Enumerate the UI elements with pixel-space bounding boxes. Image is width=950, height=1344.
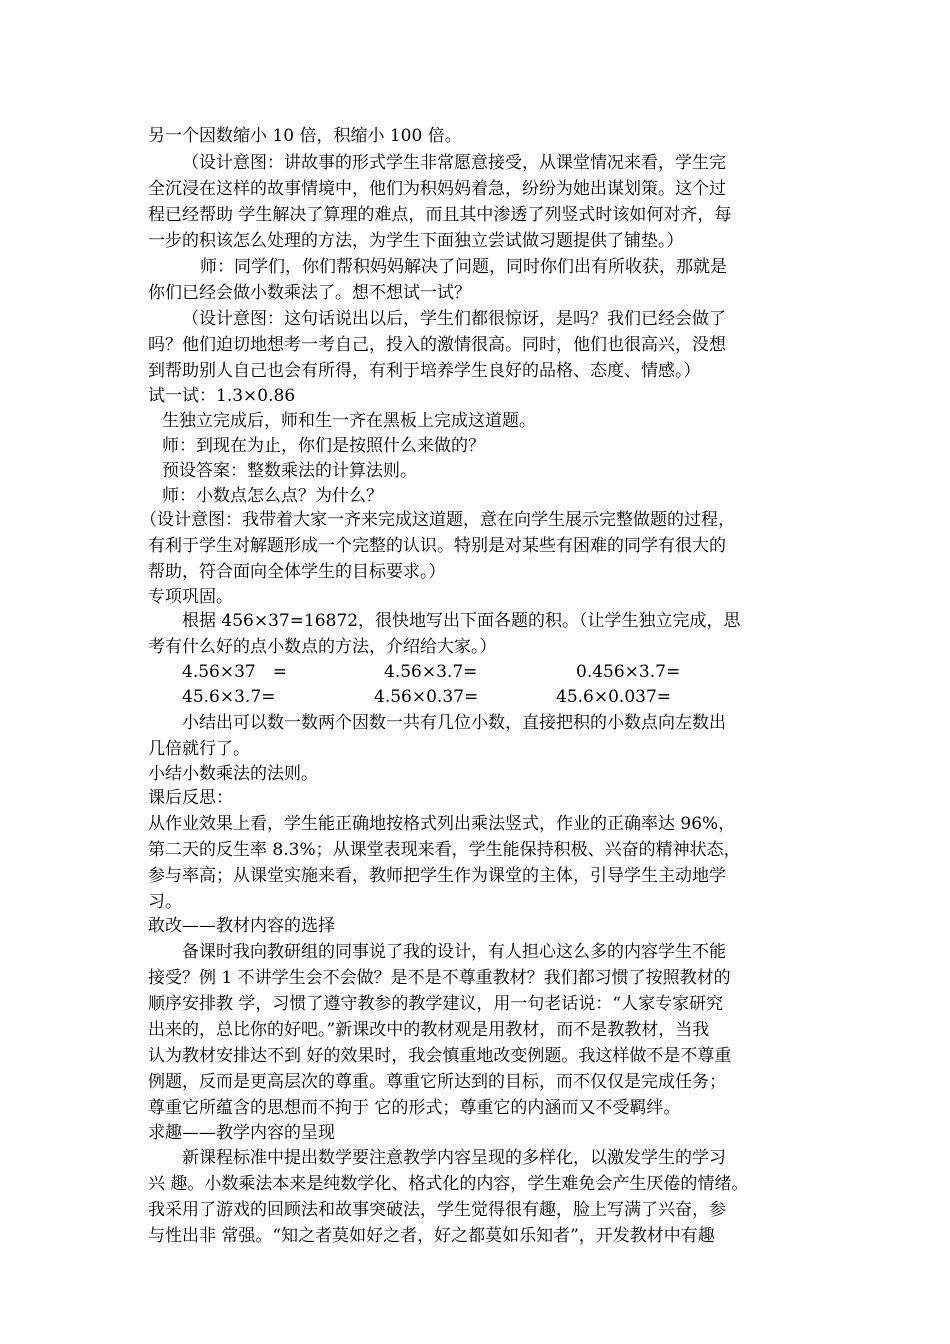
text-line: 全沉浸在这样的故事情境中，他们为积妈妈着急，纷纷为她出谋划策。这个过 bbox=[148, 179, 726, 199]
text-line: 顺序安排教 学，习惯了遵守教参的教学建议，用一句老话说：“人家专家研究 bbox=[148, 994, 724, 1014]
text-line: 考有什么好的点小数点的方法，介绍给大家。） bbox=[148, 637, 497, 657]
text-line: 尊重它所蕴含的思想而不拘于 它的形式；尊重它的内涵而又不受羁绊。 bbox=[148, 1098, 681, 1118]
section-heading: 敢改——教材内容的选择 bbox=[148, 916, 335, 936]
text-line: 吗？他们迫切地想考一考自己，投入的激情很高。同时，他们也很高兴，没想 bbox=[148, 335, 726, 355]
text-line: 预设答案：整数乘法的计算法则。 bbox=[162, 461, 417, 481]
text-line: 小结出可以数一数两个因数一共有几位小数，直接把积的小数点向左数出 bbox=[182, 713, 726, 733]
text-line: 另一个因数缩小 10 倍，积缩小 100 倍。 bbox=[148, 126, 462, 146]
exercise-item: 0.456×3.7= bbox=[576, 662, 681, 682]
text-line: 小结小数乘法的法则。 bbox=[148, 764, 318, 784]
text-line: 几倍就行了。 bbox=[148, 739, 250, 759]
text-line: 师：小数点怎么点？为什么？ bbox=[162, 486, 383, 506]
text-line: 接受？例 1 不讲学生会不会做？是不是不尊重教材？我们都习惯了按照教材的 bbox=[148, 968, 731, 988]
section-heading: 求趣——教学内容的呈现 bbox=[148, 1123, 335, 1143]
text-line: 出来的，总比你的好吧。”新课改中的教材观是用教材，而不是教教材，当我 bbox=[148, 1020, 710, 1040]
exercise-item: 4.56×0.37= bbox=[374, 687, 479, 707]
text-line: 一步的积该怎么处理的方法，为学生下面独立尝试做习题提供了铺垫。） bbox=[148, 231, 684, 251]
exercise-item: 4.56×37 = bbox=[182, 662, 287, 682]
text-line: 到帮助别人自己也会有所得，有利于培养学生良好的品格、态度、情感。） bbox=[148, 361, 701, 381]
exercise-item: 4.56×3.7= bbox=[384, 662, 478, 682]
text-line: 参与率高；从课堂实施来看，教师把学生作为课堂的主体，引导学生主动地学 bbox=[148, 866, 726, 886]
text-line: 师：到现在为止，你们是按照什么来做的？ bbox=[162, 436, 485, 456]
text-line: 兴 趣。小数乘法本来是纯数学化、格式化的内容，学生难免会产生厌倦的情绪。 bbox=[148, 1174, 749, 1194]
text-line: 根据 456×37=16872，很快地写出下面各题的积。（让学生独立完成，思 bbox=[182, 611, 741, 631]
text-line: 有利于学生对解题形成一个完整的认识。特别是对某些有困难的同学有很大的 bbox=[148, 536, 726, 556]
text-line: 例题，反而是更高层次的尊重。尊重它所达到的目标，而不仅仅是完成任务； bbox=[148, 1072, 726, 1092]
text-line: 第二天的反生率 8.3%；从课堂表现来看，学生能保持积极、兴奋的精神状态， bbox=[148, 840, 741, 860]
text-line: 专项巩固。 bbox=[148, 587, 233, 607]
text-line: 你们已经会做小数乘法了。想不想试一试？ bbox=[148, 283, 471, 303]
text-line: 新课程标准中提出数学要注意教学内容呈现的多样化，以激发学生的学习 bbox=[182, 1148, 726, 1168]
text-line: 我采用了游戏的回顾法和故事突破法，学生觉得很有趣，脸上写满了兴奋，参 bbox=[148, 1200, 726, 1220]
text-line: （设计意图：讲故事的形式学生非常愿意接受，从课堂情况来看，学生完 bbox=[182, 153, 726, 173]
text-line: 试一试：1.3×0.86 bbox=[148, 386, 296, 406]
text-line: 程已经帮助 学生解决了算理的难点，而且其中渗透了列竖式时该如何对齐，每 bbox=[148, 205, 732, 225]
text-line: 师：同学们，你们帮积妈妈解决了问题，同时你们出有所收获，那就是 bbox=[200, 257, 727, 277]
text-line: 生独立完成后，师和生一齐在黑板上完成这道题。 bbox=[162, 411, 536, 431]
text-line: 与性出非 常强。“知之者莫如好之者，好之都莫如乐知者”，开发教材中有趣 bbox=[148, 1226, 715, 1246]
exercise-item: 45.6×3.7= bbox=[182, 687, 276, 707]
text-line: （设计意图：这句话说出以后，学生们都很惊讶，是吗？我们已经会做了 bbox=[182, 309, 726, 329]
text-line: 帮助，符合面向全体学生的目标要求。） bbox=[148, 562, 446, 582]
text-line: 从作业效果上看，学生能正确地按格式列出乘法竖式，作业的正确率达 96%， bbox=[148, 814, 736, 834]
section-heading: 课后反思： bbox=[148, 788, 233, 808]
text-line: （设计意图：我带着大家一齐来完成这道题，意在向学生展示完整做题的过程， bbox=[140, 510, 735, 530]
text-line: 备课时我向教研组的同事说了我的设计，有人担心这么多的内容学生不能 bbox=[182, 942, 726, 962]
exercise-item: 45.6×0.037= bbox=[556, 687, 672, 707]
text-line: 认为教材安排达不到 好的效果时，我会慎重地改变例题。我这样做不是不尊重 bbox=[148, 1046, 732, 1066]
text-line: 习。 bbox=[148, 892, 182, 912]
